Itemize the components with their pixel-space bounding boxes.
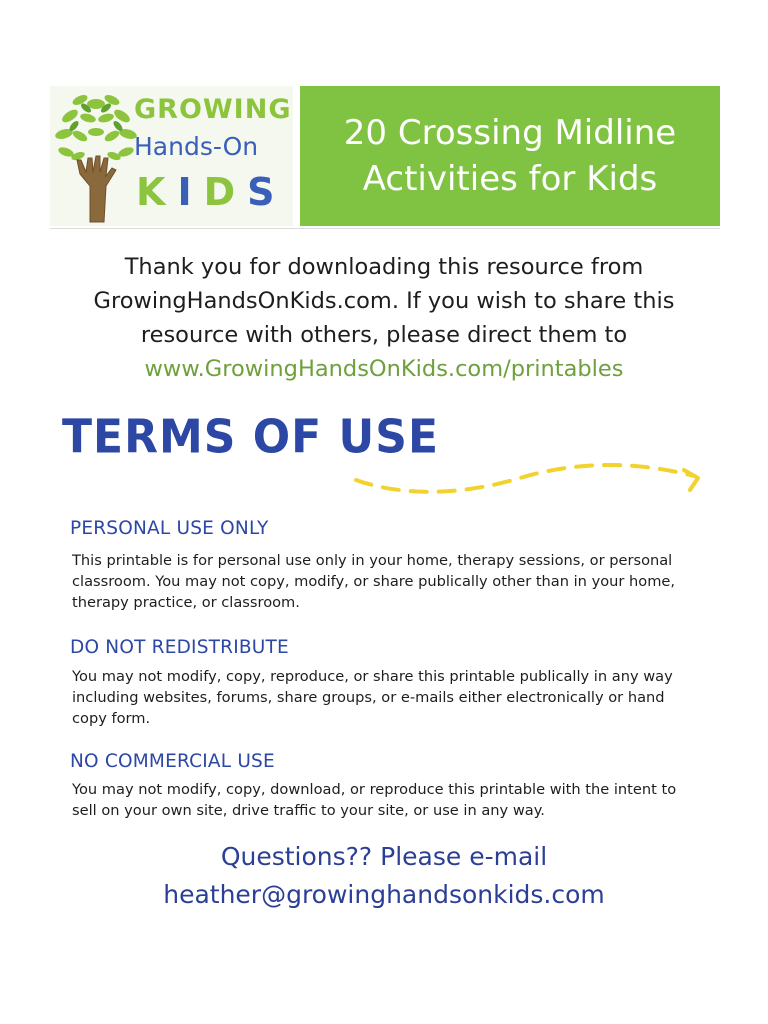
logo-kids-text bbox=[136, 170, 287, 214]
terms-of-use-heading: TERMS OF USE bbox=[62, 410, 439, 465]
thanks-line: GrowingHandsOnKids.com. If you wish to share this bbox=[93, 288, 675, 314]
logo-kids-letter: K bbox=[136, 170, 178, 214]
title-banner bbox=[300, 86, 720, 226]
section-line: This printable is for personal use only in your home, therapy sessions, or personal bbox=[72, 552, 673, 569]
contact-email[interactable]: heather@growinghandsonkids.com bbox=[163, 880, 605, 909]
section-line: including websites, forums, share groups, or e-mails either electronically or hand bbox=[72, 689, 665, 706]
section-line: classroom. You may not copy, modify, or share publically other than in your home, bbox=[72, 573, 676, 590]
do-not-redistribute-heading: DO NOT REDISTRIBUTE bbox=[70, 637, 289, 658]
document-title bbox=[344, 110, 676, 202]
dashed-arrow-icon bbox=[350, 452, 710, 502]
contact-line: Questions?? Please e-mail bbox=[220, 842, 548, 871]
contact-info bbox=[40, 838, 728, 914]
section-line: You may not modify, copy, download, or reproduce this printable with the intent to bbox=[72, 781, 677, 798]
printables-link[interactable]: www.GrowingHandsOnKids.com/printables bbox=[144, 356, 624, 382]
do-not-redistribute-text bbox=[72, 666, 712, 729]
title-line: 20 Crossing Midline bbox=[343, 113, 677, 153]
thank-you-message bbox=[40, 250, 728, 386]
logo-hands-on-text: Hands-On bbox=[134, 132, 259, 161]
logo-kids-letter: S bbox=[247, 170, 287, 214]
logo-kids-letter: I bbox=[177, 170, 204, 214]
growing-hands-on-kids-logo bbox=[50, 86, 293, 226]
tree-hand-icon bbox=[50, 86, 142, 226]
title-line: Activities for Kids bbox=[362, 159, 658, 199]
section-line: copy form. bbox=[72, 710, 151, 727]
thanks-line: resource with others, please direct them to bbox=[140, 322, 628, 348]
logo-kids-letter: D bbox=[203, 170, 248, 214]
section-line: You may not modify, copy, reproduce, or share this printable publically in any way bbox=[72, 668, 673, 685]
logo-growing-text: GROWING bbox=[134, 94, 292, 125]
no-commercial-use-text bbox=[72, 779, 712, 821]
section-line: sell on your own site, drive traffic to your site, or use in any way. bbox=[72, 802, 545, 819]
personal-use-text bbox=[72, 550, 712, 613]
personal-use-heading: PERSONAL USE ONLY bbox=[70, 518, 269, 539]
thanks-line: Thank you for downloading this resource from bbox=[124, 254, 644, 280]
no-commercial-use-heading: NO COMMERCIAL USE bbox=[70, 751, 275, 772]
header-divider bbox=[50, 228, 720, 229]
section-line: therapy practice, or classroom. bbox=[72, 594, 300, 611]
